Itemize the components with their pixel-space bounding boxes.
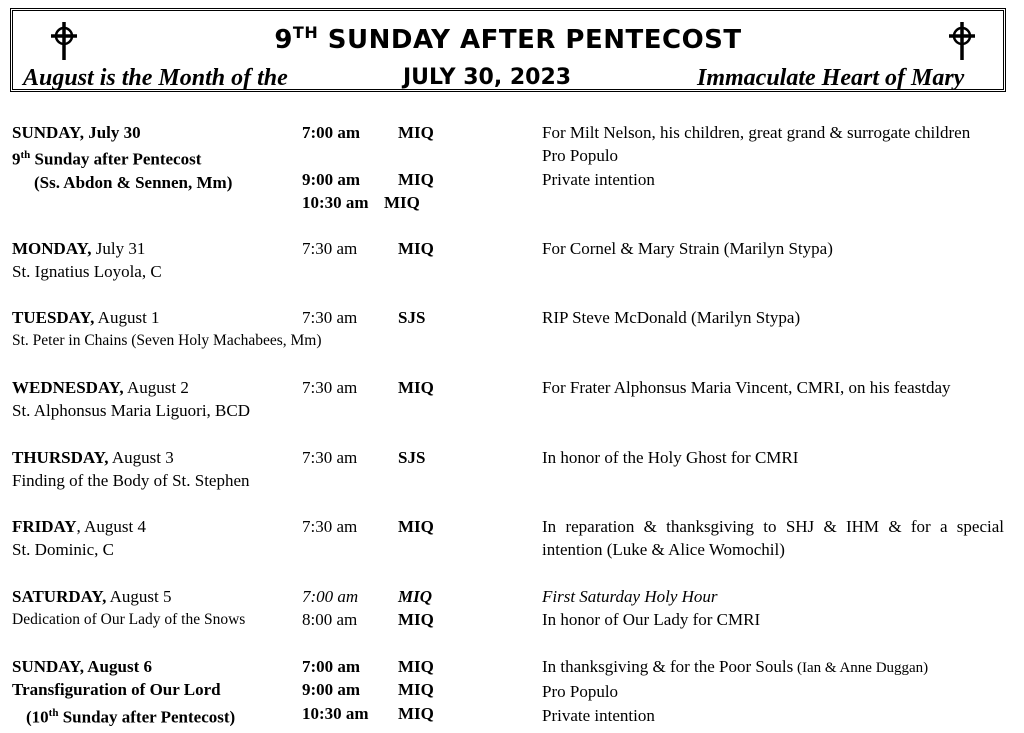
mass-intention: Private intention (542, 705, 655, 725)
feast-secondary: (Ss. Abdon & Sennen, Mm) (34, 173, 233, 193)
feast-name: St. Dominic, C (12, 540, 115, 560)
bulletin-date: JULY 30, 2023 (403, 65, 572, 90)
mass-intention: First Saturday Holy Hour (542, 587, 718, 606)
mass-time: 7:00 am (302, 657, 361, 676)
mass-intention: In reparation & thanksgiving to SHJ & IHM & for a special intention (Luke & Alice Womochil) (542, 517, 1004, 560)
mass-intention: RIP Steve McDonald (Marilyn Stypa) (542, 308, 801, 327)
feast-name: St. Alphonsus Maria Liguori, BCD (12, 401, 251, 421)
day-heading: FRIDAY, August 4 (12, 517, 146, 536)
day-heading: WEDNESDAY, August 2 (12, 378, 189, 397)
day-info (12, 585, 297, 632)
day-info (12, 306, 322, 353)
mass-time: 10:30 am (302, 193, 369, 213)
celebrant-code: MIQ (398, 169, 434, 189)
day-info (12, 446, 297, 493)
celebrant-code: MIQ (398, 657, 434, 676)
mass-time: 9:00 am (302, 169, 361, 189)
celebrant-code: MIQ (398, 123, 434, 142)
feast-name: 9th Sunday after Pentecost (12, 149, 202, 170)
celebrant-code: MIQ (398, 587, 433, 606)
mass-intention: Pro Populo (542, 682, 619, 702)
day-info (12, 515, 297, 562)
mass-time: 7:30 am (302, 448, 358, 467)
celebrant-codes (384, 121, 458, 215)
mass-time: 7:30 am (302, 239, 358, 258)
mass-intention: For Frater Alphonsus Maria Vincent, CMRI, on his feastday (542, 378, 951, 397)
day-heading: TUESDAY, August 1 (12, 308, 160, 327)
month-dedication-label: August is the Month of the (23, 65, 288, 91)
celebrant-code: MIQ (398, 239, 434, 258)
mass-intention: In honor of Our Lady for CMRI (542, 610, 761, 630)
mass-intention: Private intention (542, 169, 655, 189)
feast-name: Dedication of Our Lady of the Snows (12, 611, 246, 629)
bulletin-header (10, 8, 1006, 92)
feast-name: St. Peter in Chains (Seven Holy Machabees, Mm) (12, 332, 322, 350)
mass-time: 8:00 am (302, 610, 358, 630)
day-heading: MONDAY, July 31 (12, 239, 146, 258)
day-heading: SUNDAY, August 6 (12, 657, 152, 676)
feast-secondary: (10th Sunday after Pentecost) (26, 706, 236, 727)
mass-time: 7:00 am (302, 123, 361, 142)
mass-time: 9:00 am (302, 680, 361, 700)
celebrant-code: MIQ (398, 517, 434, 536)
feast-name: Transfiguration of Our Lord (12, 680, 221, 700)
mass-intention: For Milt Nelson, his children, great grand & surrogate children (542, 123, 971, 142)
celebrant-code: MIQ (384, 193, 420, 213)
mass-intention: In honor of the Holy Ghost for CMRI (542, 448, 799, 467)
mass-intentions (542, 121, 1004, 191)
mass-times (302, 121, 394, 215)
day-heading: SUNDAY, July 30 (12, 123, 141, 142)
mass-time: 7:30 am (302, 378, 358, 397)
mass-time: 7:30 am (302, 517, 358, 536)
feast-name: St. Ignatius Loyola, C (12, 262, 162, 282)
day-info (12, 376, 297, 423)
day-heading: THURSDAY, August 3 (12, 448, 174, 467)
mass-intention: For Cornel & Mary Strain (Marilyn Stypa) (542, 239, 833, 258)
celebrant-code: MIQ (398, 680, 434, 700)
page-title: 9TH SUNDAY AFTER PENTECOST (274, 23, 742, 55)
celebrant-code: MIQ (398, 703, 434, 723)
day-info (12, 121, 297, 195)
feast-name: Finding of the Body of St. Stephen (12, 471, 250, 491)
mass-time: 7:00 am (302, 587, 359, 606)
mass-intention: Pro Populo (542, 146, 619, 166)
day-info (12, 655, 297, 729)
celebrant-code: MIQ (398, 610, 434, 630)
day-heading: SATURDAY, August 5 (12, 587, 172, 606)
celebrant-code: SJS (398, 308, 426, 327)
celebrant-code: SJS (398, 448, 426, 467)
mass-time: 7:30 am (302, 308, 358, 327)
mass-intention: In thanksgiving & for the Poor Souls (Ian & Anne Duggan) (542, 657, 929, 676)
mass-time: 10:30 am (302, 703, 369, 723)
day-info (12, 237, 297, 284)
month-dedication-name: Immaculate Heart of Mary (697, 65, 965, 91)
celebrant-code: MIQ (398, 378, 434, 397)
